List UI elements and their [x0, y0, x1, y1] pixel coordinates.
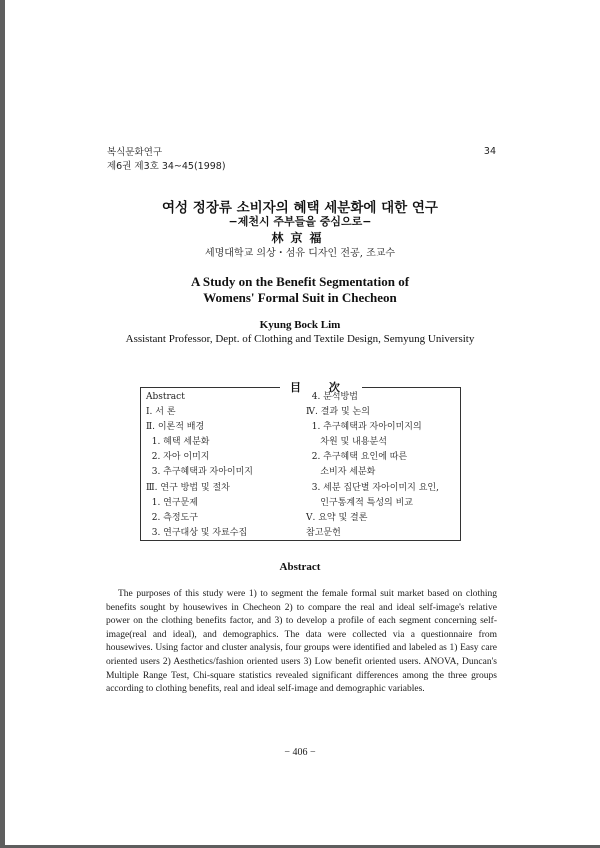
scan-left-border: [0, 0, 5, 848]
toc-item: 3. 세분 집단별 자아이미지 요인,: [306, 482, 439, 493]
toc-left-column: [146, 390, 253, 541]
toc-item: Ⅲ. 연구 방법 및 절차: [146, 482, 230, 493]
toc-item: 참고문헌: [306, 527, 341, 538]
author-english: Kyung Bock Lim: [259, 319, 341, 331]
toc-item: 소비자 세분화: [306, 467, 376, 478]
toc-item: Ⅱ. 이론적 배경: [146, 422, 205, 433]
subtitle-korean: −제천시 주부들을 중심으로−: [228, 215, 372, 228]
toc-item: Abstract: [146, 392, 185, 402]
journal-page-number: 34: [483, 146, 496, 157]
toc-item: Ⅰ. 서 론: [146, 407, 176, 418]
journal-header: [107, 146, 226, 174]
toc-item: 인구통계적 특성의 비교: [306, 497, 413, 508]
toc-item: 3. 추구혜택과 자아이미지: [146, 467, 253, 478]
toc-item: 1. 혜택 세분화: [146, 437, 210, 448]
affiliation-english: Assistant Professor, Dept. of Clothing and Textile Design, Semyung University: [125, 333, 475, 345]
toc-item: 2. 측정도구: [146, 512, 198, 523]
journal-name: 복식문화연구: [107, 147, 163, 158]
toc-right-column: [306, 390, 439, 541]
toc-item: 1. 연구문제: [146, 497, 198, 508]
toc-item: Ⅴ. 요약 및 결론: [306, 512, 368, 523]
toc-item: 1. 추구혜택과 자아이미지의: [306, 422, 422, 433]
toc-item: 2. 추구혜택 요인에 따른: [306, 452, 408, 463]
title-korean: 여성 정장류 소비자의 혜택 세분화에 대한 연구: [162, 200, 438, 216]
page-footer-number: − 406 −: [284, 747, 316, 758]
abstract-heading: Abstract: [279, 561, 321, 573]
author-korean: 林京福: [271, 231, 329, 245]
title-english-line2: Womens' Formal Suit in Checheon: [203, 290, 397, 305]
toc-heading: 目 次: [280, 379, 362, 395]
title-english: [0, 274, 600, 306]
abstract-paragraph: The purposes of this study were 1) to segment the female formal suit market based on clothing benefits sought by housewives in Checheon 2) to compare the real and ideal self-image's relative power on the clothing benefits factor, and 3) to develop a profile of each segment concerning self-image(real and ideal), and demographics. The data were collected via a questionnaire from housewives. Using factor and cluster analysis, four groups were identified and labeled as 1) Easy care oriented users 2) Aesthetics/fashion oriented users 3) Low benefit oriented users. ANOVA, Duncan's Multiple Range Test, Chi-square statistics revealed significant differences among the three groups according to clothing benefits, real and ideal self-image and demographic variables.: [106, 589, 497, 695]
abstract-body: [106, 588, 497, 697]
journal-volume-issue: 제6권 제3호 34~45(1998): [107, 161, 226, 172]
toc-item: 2. 자아 이미지: [146, 452, 210, 463]
toc-item: 3. 연구대상 및 자료수집: [146, 527, 248, 538]
toc-item: 차원 및 내용분석: [306, 437, 387, 448]
affiliation-korean: 세명대학교 의상・섬유 디자인 전공, 조교수: [204, 248, 396, 259]
title-english-line1: A Study on the Benefit Segmentation of: [190, 274, 410, 289]
toc-item: 4. 분석방법: [306, 392, 358, 402]
toc-item: Ⅳ. 결과 및 논의: [306, 407, 370, 418]
